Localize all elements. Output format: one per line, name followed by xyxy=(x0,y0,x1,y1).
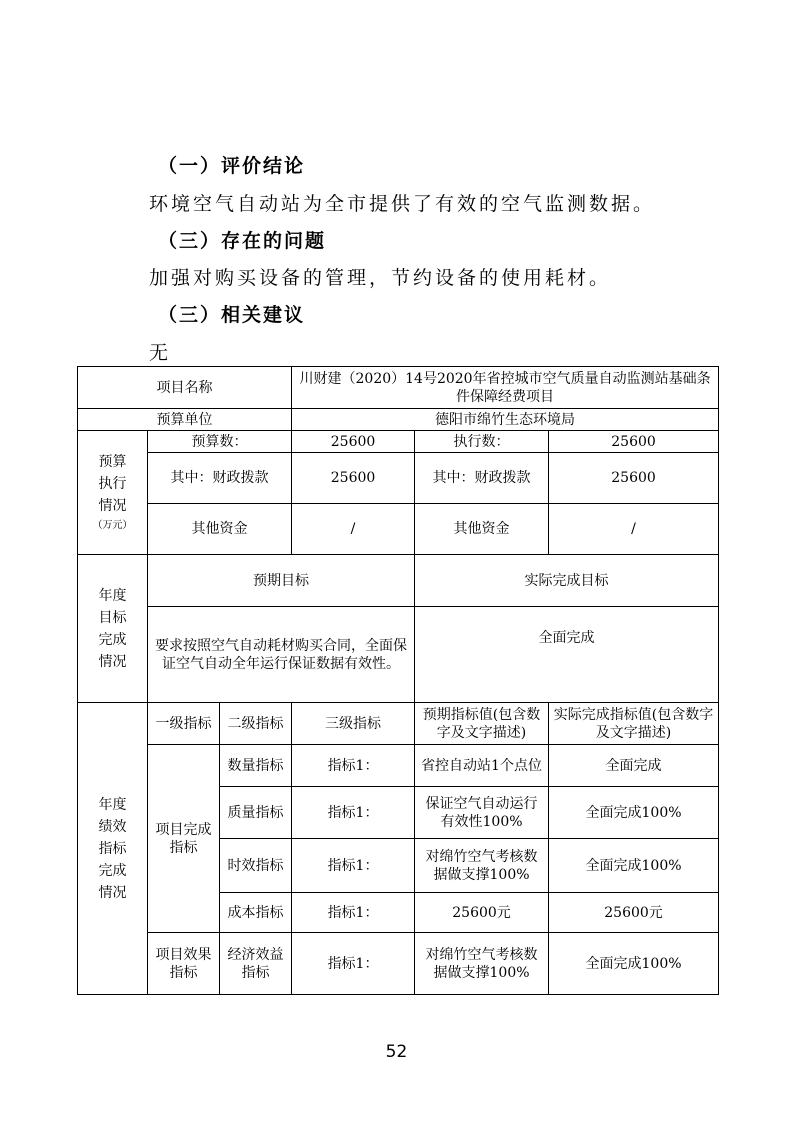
actual-goal-header: 实际完成目标 xyxy=(415,555,719,607)
section-2-text: 加强对购买设备的管理，节约设备的使用耗材。 xyxy=(149,267,612,289)
row-level3: 指标1： xyxy=(292,893,415,933)
fiscal-label: 其中：财政拨款 xyxy=(148,453,292,504)
row-actual: 全面完成100% xyxy=(549,933,719,995)
header-level1: 一级指标 xyxy=(148,703,220,745)
row-level3: 指标1： xyxy=(292,787,415,839)
exec-label: 执行数： xyxy=(415,431,549,453)
exec-value: 25600 xyxy=(549,431,719,453)
row-level3: 指标1： xyxy=(292,745,415,787)
other-budget: / xyxy=(292,504,415,555)
row-level3: 指标1： xyxy=(292,839,415,893)
header-actual: 实际完成指标值(包含数字及文字描述) xyxy=(549,703,719,745)
group-completion: 项目完成指标 xyxy=(148,745,220,933)
row-level2: 成本指标 xyxy=(220,893,292,933)
fiscal-exec-label: 其中：财政拨款 xyxy=(415,453,549,504)
row-level3: 指标1： xyxy=(292,933,415,995)
row-actual: 25600元 xyxy=(549,893,719,933)
header-level3: 三级指标 xyxy=(292,703,415,745)
row-expected: 25600元 xyxy=(415,893,549,933)
row-actual: 全面完成 xyxy=(549,745,719,787)
perf-section-title: 年度绩效指标完成情况 xyxy=(98,796,127,901)
project-name-label: 项目名称 xyxy=(78,367,292,409)
row-level2: 数量指标 xyxy=(220,745,292,787)
row-actual: 全面完成100% xyxy=(549,787,719,839)
budget-value: 25600 xyxy=(292,431,415,453)
other-label: 其他资金 xyxy=(148,504,292,555)
budget-label: 预算数： xyxy=(148,431,292,453)
row-actual: 全面完成100% xyxy=(549,839,719,893)
header-expected: 预期指标值(包含数字及文字描述) xyxy=(415,703,549,745)
goal-section-label xyxy=(78,555,148,703)
header-level2: 二级指标 xyxy=(220,703,292,745)
table-row xyxy=(78,745,719,787)
section-1-title: （一）评价结论 xyxy=(158,155,306,177)
budget-section-title: 预算执行情况 xyxy=(98,453,127,514)
table-row xyxy=(78,933,719,995)
goal-section-title: 年度目标完成情况 xyxy=(98,587,127,670)
expected-goal-header: 预期目标 xyxy=(148,555,415,607)
budget-unit: 德阳市绵竹生态环境局 xyxy=(292,409,719,431)
row-expected: 对绵竹空气考核数据做支撑100% xyxy=(415,839,549,893)
actual-goal: 全面完成 xyxy=(415,607,719,703)
budget-section-label xyxy=(78,431,148,555)
other-exec-label: 其他资金 xyxy=(415,504,549,555)
fiscal-exec: 25600 xyxy=(549,453,719,504)
row-level2: 时效指标 xyxy=(220,839,292,893)
budget-unit-label: 预算单位 xyxy=(78,409,292,431)
project-name: 川财建（2020）14号2020年省控城市空气质量自动监测站基础条件保障经费项目 xyxy=(292,367,719,409)
section-2-title: （三）存在的问题 xyxy=(158,230,327,252)
performance-table xyxy=(77,366,719,995)
row-expected: 省控自动站1个点位 xyxy=(415,745,549,787)
row-level2: 质量指标 xyxy=(220,787,292,839)
section-1-text: 环境空气自动站为全市提供了有效的空气监测数据。 xyxy=(149,193,656,215)
section-3-text: 无 xyxy=(149,342,172,364)
row-level2: 经济效益指标 xyxy=(220,933,292,995)
group-effect: 项目效果指标 xyxy=(148,933,220,995)
expected-goal: 要求按照空气自动耗材购买合同，全面保证空气自动全年运行保证数据有效性。 xyxy=(148,607,415,703)
perf-section-label xyxy=(78,703,148,995)
row-expected: 保证空气自动运行有效性100% xyxy=(415,787,549,839)
row-expected: 对绵竹空气考核数据做支撑100% xyxy=(415,933,549,995)
fiscal-budget: 25600 xyxy=(292,453,415,504)
section-3-title: （三）相关建议 xyxy=(158,304,306,326)
budget-section-unit: （万元） xyxy=(92,519,133,531)
other-exec: / xyxy=(549,504,719,555)
page-number: 52 xyxy=(385,1042,408,1062)
